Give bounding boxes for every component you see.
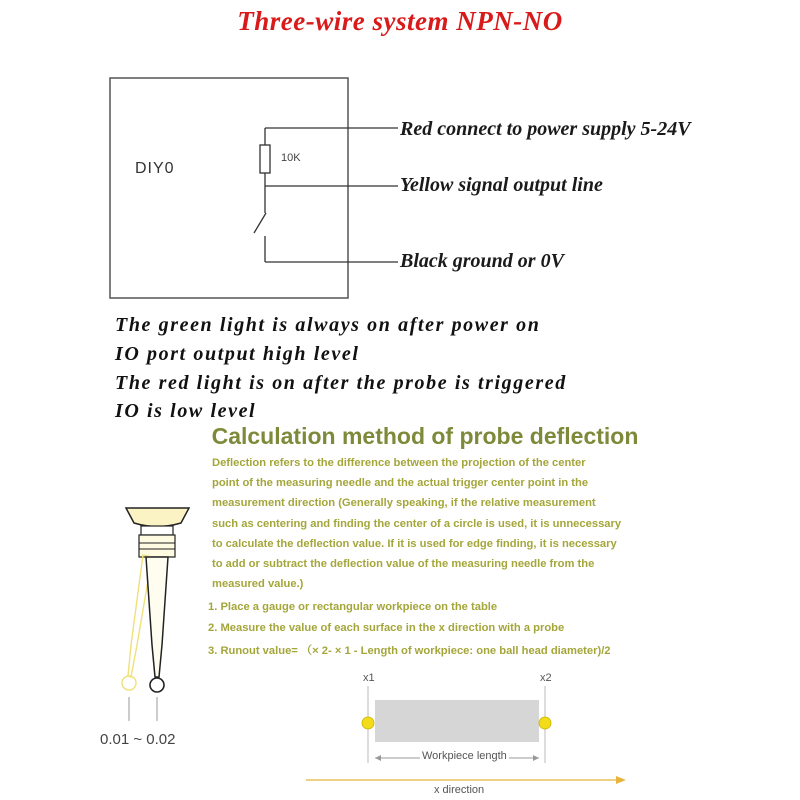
state-line-4: IO is low level [115,400,257,422]
paragraph-line: Deflection refers to the difference between the projection of the center [212,457,586,469]
paragraph-line: to calculate the deflection value. If it is used for edge finding, it is necessary [212,537,617,550]
workpiece-length-label: Workpiece length [422,750,507,762]
paragraph-line: to add or subtract the deflection value of the measuring needle from the [212,558,595,571]
workpiece-diagram [300,668,640,800]
step-3: 3. Runout value= （× 2- × 1 - Length of workpiece: one ball head diameter)/2 [208,645,611,657]
red-wire-label: Red connect to power supply 5-24V [400,118,691,140]
contact-point-x2 [539,717,551,729]
workpiece [375,700,539,742]
black-wire-label: Black ground or 0V [400,250,564,272]
probe-stylus [146,557,168,677]
probe-body [139,535,175,557]
paragraph-line: measured value.) [212,578,304,591]
page-title: Three-wire system NPN-NO [237,6,563,36]
state-line-2: IO port output high level [115,343,360,365]
probe-head [126,508,189,527]
contact-point-x1 [362,717,374,729]
paragraph-line: point of the measuring needle and the actual trigger center point in the [212,477,589,490]
deflected-ball [122,676,136,690]
resistor [260,145,270,173]
switch-contact [254,213,266,233]
step-2: 2. Measure the value of each surface in the x direction with a probe [208,622,565,634]
state-line-1: The green light is always on after power on [115,314,541,336]
resistor-label: 10K [281,152,301,164]
device-label: DIY0 [135,160,175,177]
x-direction-label: x direction [434,784,485,796]
probe-illustration [95,495,205,725]
calc-title: Calculation method of probe deflection [211,423,639,449]
x2-label: x2 [540,672,552,684]
paragraph-line: such as centering and finding the center of a circle is used, it is unnecessary [212,517,622,530]
probe-ball [150,678,164,692]
step-1: 1. Place a gauge or rectangular workpiece on the table [208,601,498,613]
deflection-paragraph [212,453,632,594]
device-box [110,78,348,298]
deflection-range-label: 0.01 ~ 0.02 [100,731,176,748]
yellow-wire-label: Yellow signal output line [400,174,603,196]
probe-collar [141,526,173,535]
x1-label: x1 [363,672,375,684]
state-line-3: The red light is on after the probe is triggered [115,372,567,394]
paragraph-line: measurement direction (Generally speaking, if the relative measurement [212,497,596,510]
